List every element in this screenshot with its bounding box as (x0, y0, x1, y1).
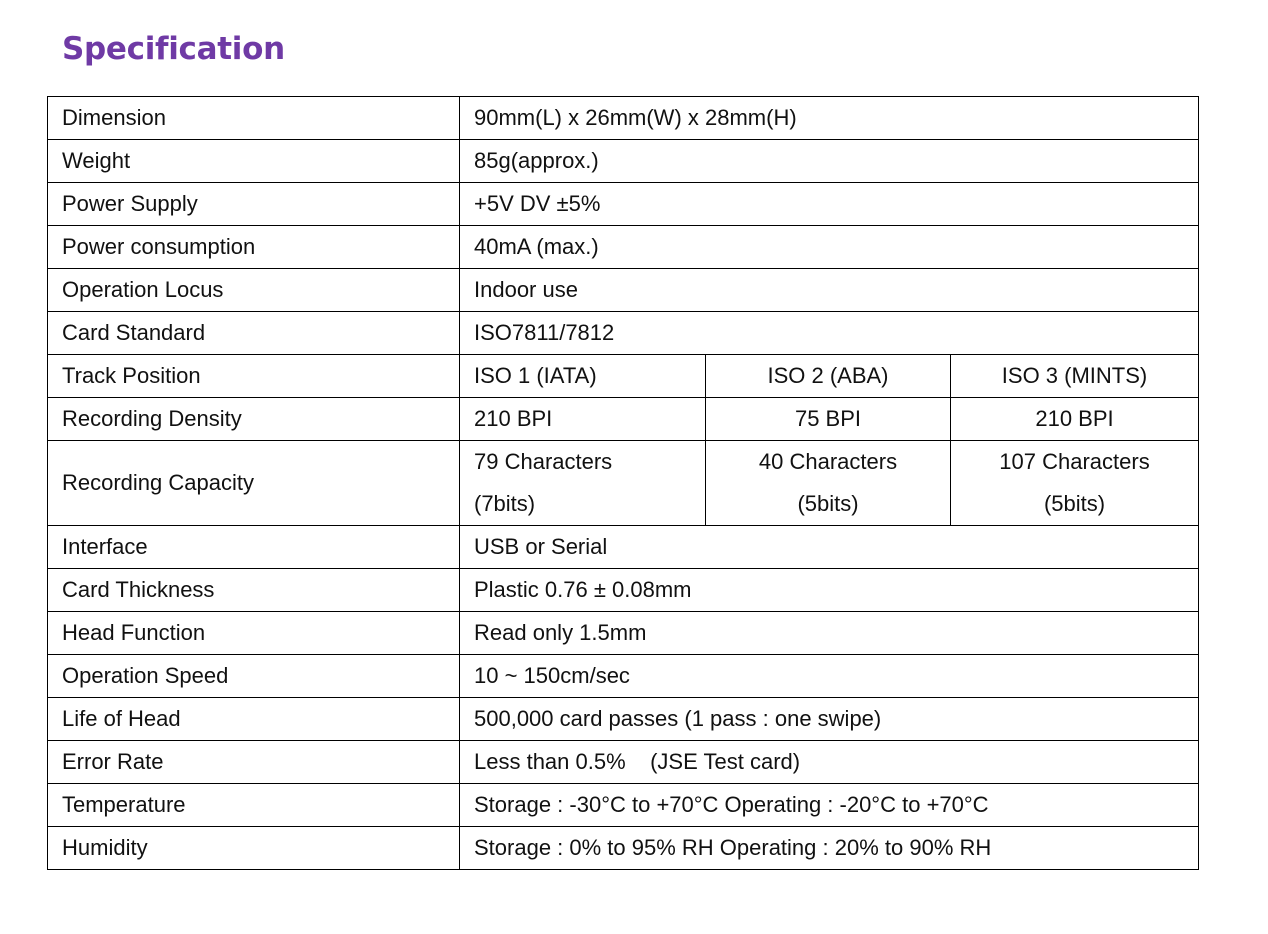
spec-value-iso3: ISO 3 (MINTS) (951, 355, 1199, 398)
spec-label: Recording Capacity (48, 441, 460, 526)
spec-value: Storage : 0% to 95% RH Operating : 20% to 90% RH (460, 827, 1199, 870)
spec-label: Recording Density (48, 398, 460, 441)
spec-value: +5V DV ±5% (460, 183, 1199, 226)
capacity-characters: 107 Characters (999, 449, 1150, 474)
spec-label: Weight (48, 140, 460, 183)
spec-value: Plastic 0.76 ± 0.08mm (460, 569, 1199, 612)
spec-value: 90mm(L) x 26mm(W) x 28mm(H) (460, 97, 1199, 140)
page-title: Specification (62, 31, 285, 67)
spec-label: Power consumption (48, 226, 460, 269)
table-row-power-supply (48, 183, 1199, 226)
spec-label: Operation Speed (48, 655, 460, 698)
table-row-power-consumption (48, 226, 1199, 269)
table-row-operation-speed (48, 655, 1199, 698)
capacity-characters: 79 Characters (474, 449, 613, 474)
spec-value: Storage : -30°C to +70°C Operating : -20°C to +70°C (460, 784, 1199, 827)
table-row-humidity (48, 827, 1199, 870)
capacity-bits: (7bits) (474, 491, 536, 516)
spec-value: 500,000 card passes (1 pass : one swipe) (460, 698, 1199, 741)
spec-value: 40mA (max.) (460, 226, 1199, 269)
capacity-bits: (5bits) (797, 491, 859, 516)
spec-value: Indoor use (460, 269, 1199, 312)
spec-label: Dimension (48, 97, 460, 140)
table-row-operation-locus (48, 269, 1199, 312)
spec-value-iso2: ISO 2 (ABA) (706, 355, 951, 398)
spec-value-iso3 (951, 441, 1199, 526)
capacity-characters: 40 Characters (758, 449, 898, 474)
spec-value-iso1 (460, 441, 706, 526)
spec-label: Head Function (48, 612, 460, 655)
spec-value-iso3: 210 BPI (951, 398, 1199, 441)
capacity-bits: (5bits) (1043, 491, 1106, 516)
table-row-weight (48, 140, 1199, 183)
table-row-temperature (48, 784, 1199, 827)
table-row-dimension (48, 97, 1199, 140)
spec-label: Life of Head (48, 698, 460, 741)
table-row-card-thickness (48, 569, 1199, 612)
table-row-track-position (48, 355, 1199, 398)
spec-value: 10 ~ 150cm/sec (460, 655, 1199, 698)
spec-value-iso1: ISO 1 (IATA) (460, 355, 706, 398)
spec-label: Humidity (48, 827, 460, 870)
spec-value-iso2 (706, 441, 951, 526)
spec-label: Card Standard (48, 312, 460, 355)
spec-label: Card Thickness (48, 569, 460, 612)
specification-table (47, 96, 1199, 870)
spec-label: Interface (48, 526, 460, 569)
table-row-recording-capacity (48, 441, 1199, 526)
spec-value: USB or Serial (460, 526, 1199, 569)
spec-label: Track Position (48, 355, 460, 398)
spec-label: Temperature (48, 784, 460, 827)
table-row-card-standard (48, 312, 1199, 355)
spec-value: ISO7811/7812 (460, 312, 1199, 355)
table-row-life-of-head (48, 698, 1199, 741)
spec-value: Read only 1.5mm (460, 612, 1199, 655)
spec-value: 85g(approx.) (460, 140, 1199, 183)
spec-label: Power Supply (48, 183, 460, 226)
table-row-recording-density (48, 398, 1199, 441)
spec-value-iso2: 75 BPI (706, 398, 951, 441)
table-row-interface (48, 526, 1199, 569)
table-row-head-function (48, 612, 1199, 655)
spec-value: Less than 0.5% (JSE Test card) (460, 741, 1199, 784)
table-row-error-rate (48, 741, 1199, 784)
spec-label: Error Rate (48, 741, 460, 784)
spec-value-iso1: 210 BPI (460, 398, 706, 441)
spec-label: Operation Locus (48, 269, 460, 312)
